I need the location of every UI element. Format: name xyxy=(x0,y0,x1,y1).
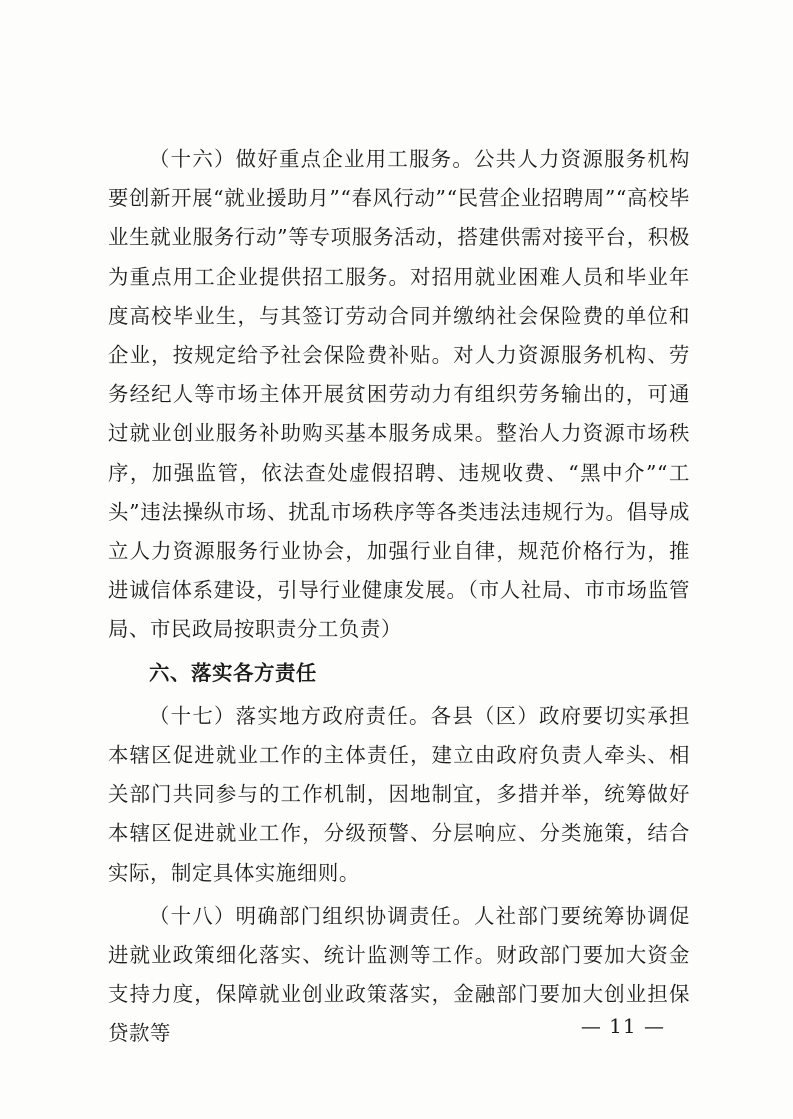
paragraph-18: （十八）明确部门组织协调责任。人社部门要统筹协调促进就业政策细化落实、统计监测等工作。财政部门要加大资金支持力度，保障就业创业政策落实，金融部门要加大创业担保贷款等 xyxy=(108,903,690,1046)
document-body xyxy=(108,140,690,1054)
page-number: — 11 — xyxy=(580,1014,665,1038)
section-heading-6: 六、落实各方责任 xyxy=(149,660,317,685)
paragraph-17: （十七）落实地方政府责任。各县（区）政府要切实承担本辖区促进就业工作的主体责任，建立由政府负责人牵头、相关部门共同参与的工作机制，因地制宜，多措并举，统筹做好本辖区促进就业工作，分级预警、分层响应、分类施策，结合实际，制定具体实施细则。 xyxy=(108,703,690,885)
paragraph-16: （十六）做好重点企业用工服务。公共人力资源服务机构要创新开展“就业援助月”“春风行动”“民营企业招聘周”“高校毕业生就业服务行动”等专项服务活动，搭建供需对接平台，积极为重点用工企业提供招工服务。对招用就业困难人员和毕业年度高校毕业生，与其签订劳动合同并缴纳社会保险费的单位和企业，按规定给予社会保险费补贴。对人力资源服务机构、劳务经纪人等市场主体开展贫困劳动力有组织劳务输出的，可通过就业创业服务补助购买基本服务成果。整治人力资源市场秩序，加强监管，依法查处虚假招聘、违规收费、“黑中介”“工头”违法操纵市场、扰乱市场秩序等各类违法违规行为。倡导成立人力资源服务行业协会，加强行业自律，规范价格行为，推进诚信体系建设，引导行业健康发展。（市人社局、市市场监管局、市民政局按职责分工负责） xyxy=(108,147,690,642)
